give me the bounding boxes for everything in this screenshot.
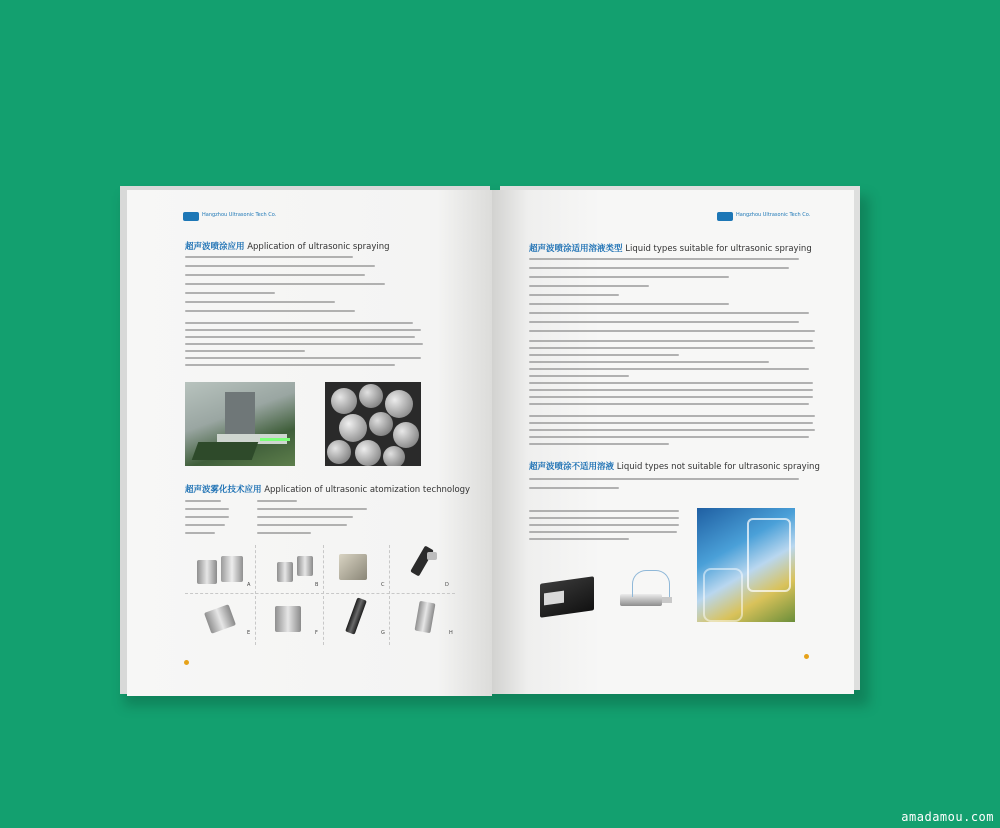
section-heading-suitable (529, 242, 812, 254)
brand-logo (183, 212, 199, 221)
section-heading-not-suitable (529, 460, 820, 472)
left-page: Hangzhou Ultrasonic Tech Co. 超声波喷涂应用 Application of ultrasonic spraying 超声波雾化技术应用 Application of ultrasonic atomization technology A B C D E F G H (127, 190, 492, 696)
watermark-text: amadamou.com (901, 810, 994, 824)
grid-divider (255, 545, 256, 645)
brand-name: Hangzhou Ultrasonic Tech Co. (202, 212, 277, 218)
heading-zh: 超声波喷涂适用溶液类型 (529, 244, 623, 254)
heading-en: Application of ultrasonic spraying (247, 242, 390, 252)
heading-zh: 超声波雾化技术应用 (185, 485, 262, 495)
right-page (492, 190, 854, 694)
section-heading-atomization (185, 483, 470, 495)
heading-zh: 超声波喷涂不适用溶液 (529, 462, 615, 472)
page-number-dot (804, 654, 809, 659)
brand-name: Hangzhou Ultrasonic Tech Co. (736, 212, 811, 218)
heading-zh: 超声波喷涂应用 (185, 242, 245, 252)
heading-en: Liquid types not suitable for ultrasonic spraying (616, 462, 820, 472)
photo-spraying-machine (185, 382, 295, 466)
photo-microspheres (325, 382, 421, 466)
heading-en: Liquid types suitable for ultrasonic spraying (625, 244, 812, 254)
brand-logo (717, 212, 733, 221)
page-number-dot (184, 660, 189, 665)
heading-en: Application of ultrasonic atomization technology (264, 485, 471, 495)
grid-divider (389, 545, 390, 645)
section-heading-spraying (185, 240, 390, 252)
grid-divider (323, 545, 324, 645)
grid-divider (185, 593, 455, 594)
photo-lab-glassware (697, 508, 795, 622)
